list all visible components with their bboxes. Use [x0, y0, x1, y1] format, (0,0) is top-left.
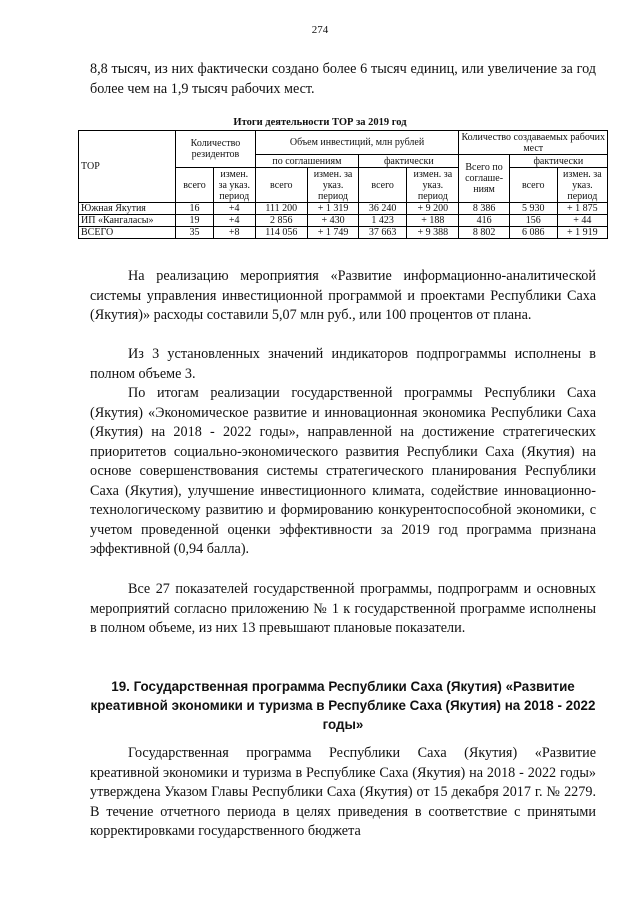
- header-res-change: измен. за указ. период: [213, 168, 255, 203]
- cell-inv-fact-change: + 9 388: [407, 227, 459, 239]
- cell-inv-fact-change: + 188: [407, 215, 459, 227]
- cell-jobs-fact-change: + 1 875: [557, 203, 607, 215]
- header-inv-agr-change: измен. за указ. период: [307, 168, 358, 203]
- table-title: Итоги деятельности ТОР за 2019 год: [233, 117, 407, 128]
- header-jobs-fact-total: всего: [509, 168, 557, 203]
- cell-inv-agr-total: 111 200: [255, 203, 307, 215]
- cell-res-total: 35: [176, 227, 214, 239]
- row-name: Южная Якутия: [79, 203, 176, 215]
- paragraph-indicators: Из 3 установленных значений индикаторов подпрограммы исполнены в полном объеме 3.: [90, 346, 596, 382]
- cell-inv-agr-total: 2 856: [255, 215, 307, 227]
- cell-inv-agr-change: + 430: [307, 215, 358, 227]
- tor-results-table: [78, 130, 608, 239]
- cell-jobs-fact-total: 5 930: [509, 203, 557, 215]
- intro-paragraph: 8,8 тысяч, из них фактически создано более 6 тысяч единиц, или увеличение за год более чем на 1,9 тысяч рабочих мест.: [90, 61, 596, 97]
- cell-inv-fact-total: 36 240: [359, 203, 407, 215]
- header-res-total: всего: [176, 168, 214, 203]
- cell-jobs-fact-change: + 1 919: [557, 227, 607, 239]
- cell-jobs-fact-change: + 44: [557, 215, 607, 227]
- header-jobs-fact-change: измен. за указ. период: [557, 168, 607, 203]
- cell-jobs-agr: 8 386: [459, 203, 509, 215]
- cell-res-change: +8: [213, 227, 255, 239]
- row-name: ИП «Кангаласы»: [79, 215, 176, 227]
- header-inv-by-agreements: по соглашениям: [255, 155, 358, 168]
- header-residents: Количество резидентов: [176, 131, 255, 168]
- header-tor: ТОР: [79, 131, 176, 203]
- header-inv-agr-total: всего: [255, 168, 307, 203]
- cell-inv-agr-change: + 1 319: [307, 203, 358, 215]
- row-name: ВСЕГО: [79, 227, 176, 239]
- header-jobs-actual: фактически: [509, 155, 607, 168]
- header-jobs: Количество создаваемых рабочих мест: [459, 131, 608, 155]
- cell-inv-agr-change: + 1 749: [307, 227, 358, 239]
- section-heading: 19. Государственная программа Республики Саха (Якутия) «Развитие креативной экономики и туризма в Республике Саха (Якутия) на 2018 - 2022 годы»: [90, 679, 596, 732]
- table-header-row-1: [79, 131, 608, 155]
- paragraph-program-approval: Государственная программа Республики Саха (Якутия) «Развитие креативной экономики и туризма в Республике Саха (Якутия) на 2018 - 2022 годы» утверждена Указом Главы Республики Саха (Якутия) от 15 декабря 2017 г. № 2279. В течение отчетного периода в целях приведения в соответствие с принятыми корректировками государственного бюджета: [90, 745, 596, 839]
- paragraph-program-results: По итогам реализации государственной программы Республики Саха (Якутия) «Экономическое развитие и инновационная экономика Республики Саха (Якутия) на 2018 - 2022 годы», направленной на достижение стратегических приоритетов социально-экономического развития Республики Саха (Якутия) на основе совершенствования системы стратегического планирования Республики Саха (Якутия), улучшение инвестиционного климата, содействие инновационно-технологическому развитию и формированию конкурентоспособной экономики, с учетом проведенной оценки эффективности за 2019 год программа признана эффективной (0,94 балла).: [90, 385, 596, 557]
- paragraph-expenses: На реализацию мероприятия «Развитие информационно-аналитической системы управления инвестиционной программой и проектами Республики Саха (Якутия)» расходы составили 5,07 млн руб., или 100 процентов от плана.: [90, 268, 596, 323]
- cell-jobs-fact-total: 156: [509, 215, 557, 227]
- cell-res-change: +4: [213, 215, 255, 227]
- header-inv-fact-total: всего: [359, 168, 407, 203]
- header-inv-actual: фактически: [359, 155, 459, 168]
- paragraph-indicators-summary: Все 27 показателей государственной программы, подпрограмм и основных мероприятий согласно приложению № 1 к государственной программе исполнены в полном объеме, из них 13 превышают плановые показатели.: [90, 581, 596, 636]
- table-row-total: [79, 227, 608, 239]
- cell-jobs-agr: 416: [459, 215, 509, 227]
- table-row: [79, 203, 608, 215]
- cell-res-change: +4: [213, 203, 255, 215]
- cell-inv-fact-total: 37 663: [359, 227, 407, 239]
- header-investments: Объем инвестиций, млн рублей: [255, 131, 459, 155]
- cell-inv-fact-change: + 9 200: [407, 203, 459, 215]
- cell-res-total: 19: [176, 215, 214, 227]
- header-inv-fact-change: измен. за указ. период: [407, 168, 459, 203]
- page-number: 274: [311, 24, 329, 36]
- cell-jobs-agr: 8 802: [459, 227, 509, 239]
- cell-inv-fact-total: 1 423: [359, 215, 407, 227]
- table-row: [79, 215, 608, 227]
- cell-jobs-fact-total: 6 086: [509, 227, 557, 239]
- header-jobs-by-agreements: Всего по соглаше-ниям: [459, 155, 509, 203]
- cell-res-total: 16: [176, 203, 214, 215]
- cell-inv-agr-total: 114 056: [255, 227, 307, 239]
